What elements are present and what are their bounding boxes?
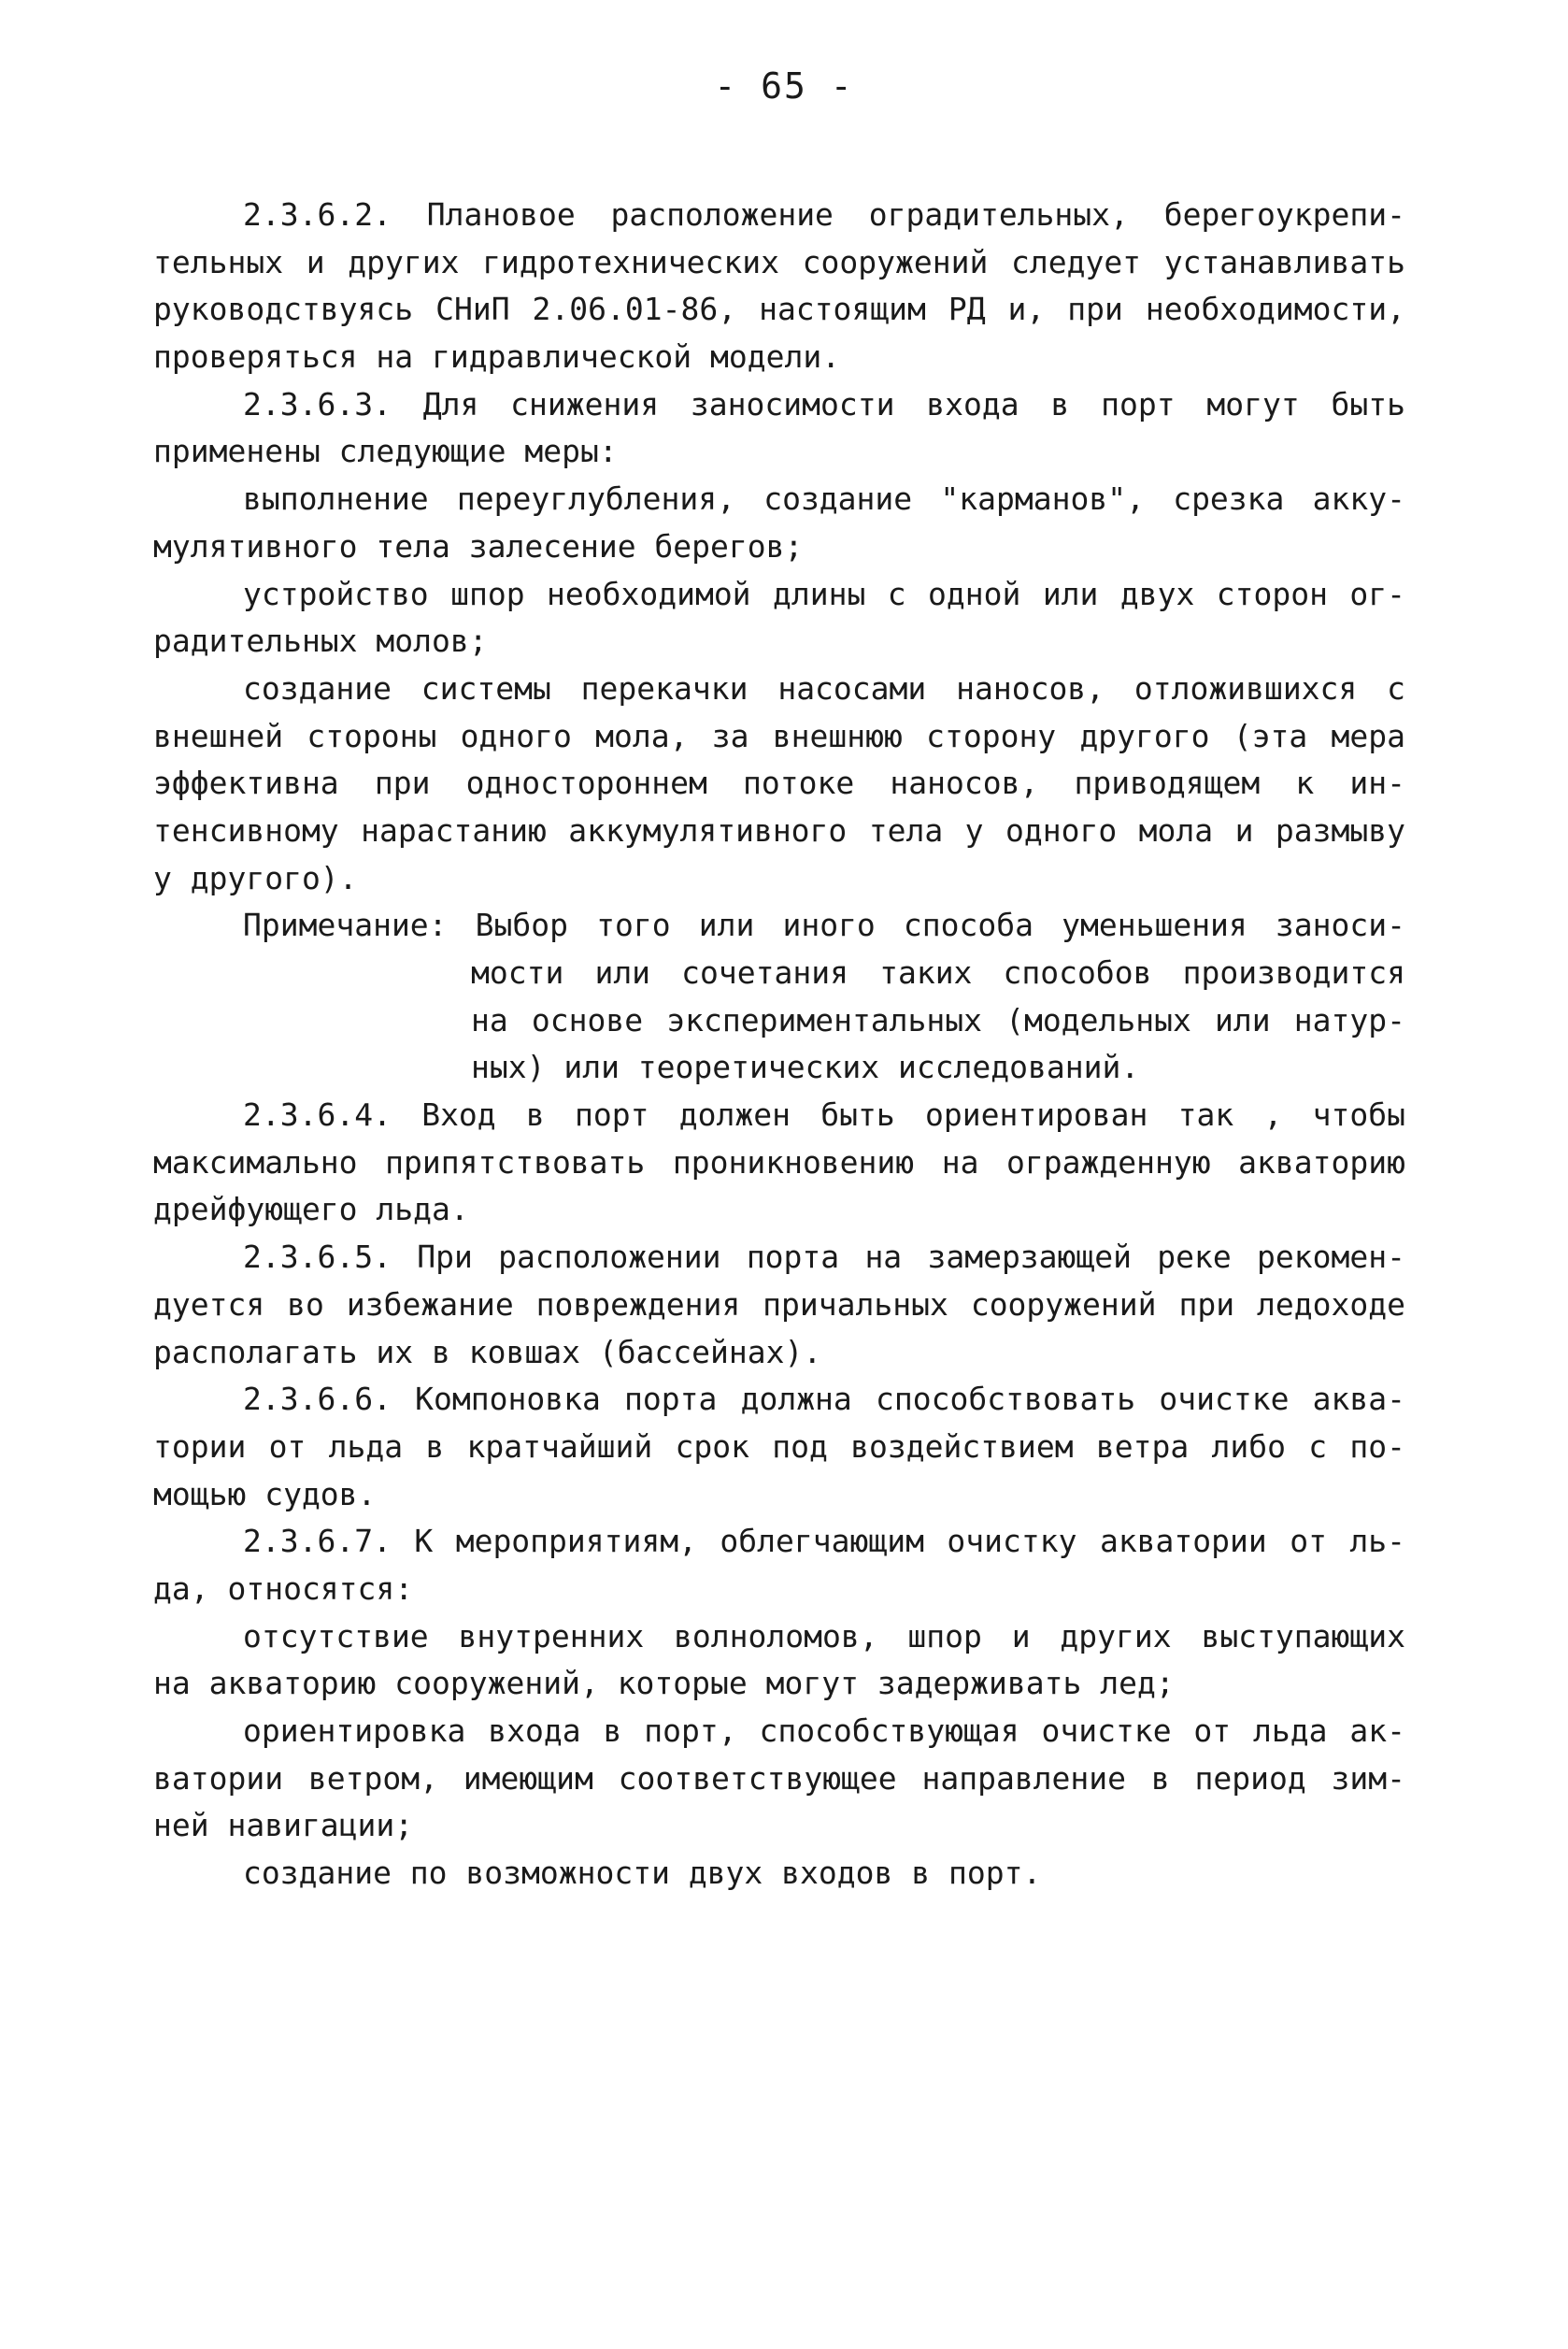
text-line: дуется во избежание повреждения причальных сооружений при ледоходе (153, 1285, 1405, 1323)
page-number: - 65 - (714, 65, 854, 107)
body-text (153, 192, 1405, 1898)
text-line: дрейфующего льда. (153, 1191, 469, 1228)
note-line: Примечание: Выбор того или иного способа уменьшения заноси- (243, 907, 1405, 944)
text-line: ориентировка входа в порт, способствующая очистке от льда ак- (243, 1712, 1405, 1749)
text-line: руководствуясь СНиП 2.06.01-86, настоящим РД и, при необходимости, (153, 291, 1405, 328)
text-line: проверяться на гидравлической модели. (153, 338, 841, 376)
text-line: располагать их в ковшах (бассейнах). (153, 1333, 822, 1370)
text-line: тенсивному нарастанию аккумулятивного тела у одного мола и размыву (153, 811, 1405, 849)
text-line: выполнение переуглубления, создание "карманов", срезка акку- (243, 480, 1405, 518)
text-line: 2.3.6.4. Вход в порт должен быть ориентирован так , чтобы (243, 1096, 1405, 1134)
text-line: 2.3.6.5. При расположении порта на замерзающей реке рекомен- (243, 1239, 1405, 1276)
text-line: ней навигации; (153, 1807, 414, 1844)
text-line: на акваторию сооружений, которые могут задерживать лед; (153, 1665, 1175, 1702)
text-line: создание системы перекачки насосами наносов, отложившихся с (243, 669, 1405, 707)
text-line: 2.3.6.6. Компоновка порта должна способствовать очистке аква- (243, 1381, 1405, 1418)
text-line: тельных и других гидротехнических сооружений следует устанавливать (153, 243, 1405, 280)
text-line: создание по возможности двух входов в порт. (243, 1855, 1042, 1892)
note-line: мости или сочетания таких способов производится (471, 954, 1405, 991)
text-line: устройство шпор необходимой длины с одной или двух сторон ог- (243, 575, 1405, 612)
text-line: радительных молов; (153, 623, 488, 660)
text-line: применены следующие меры: (153, 433, 618, 470)
text-line: отсутствие внутренних волноломов, шпор и других выступающих (243, 1617, 1405, 1654)
text-line: 2.3.6.2. Плановое расположение оградительных, берегоукрепи- (243, 196, 1405, 233)
text-line: 2.3.6.7. К мероприятиям, облегчающим очистку акватории от ль- (243, 1523, 1405, 1560)
text-line: тории от льда в кратчайший срок под воздействием ветра либо с по- (153, 1427, 1405, 1465)
note-line: ных) или теоретических исследований. (471, 1049, 1140, 1086)
text-line: максимально припятствовать проникновению на огражденную акваторию (153, 1143, 1405, 1181)
text-line: 2.3.6.3. Для снижения заносимости входа в порт могут быть (243, 385, 1405, 423)
text-line: мощью судов. (153, 1475, 377, 1512)
text-line: внешней стороны одного мола, за внешнюю сторону другого (эта мера (153, 717, 1405, 754)
text-line: у другого). (153, 859, 358, 896)
text-line: мулятивного тела залесение берегов; (153, 527, 804, 565)
text-line: да, относятся: (153, 1569, 414, 1607)
text-line: ватории ветром, имеющим соответствующее направление в период зим- (153, 1759, 1405, 1797)
note-line: на основе экспериментальных (модельных или натур- (471, 1001, 1405, 1038)
text-line: эффективна при одностороннем потоке наносов, приводящем к ин- (153, 765, 1405, 802)
